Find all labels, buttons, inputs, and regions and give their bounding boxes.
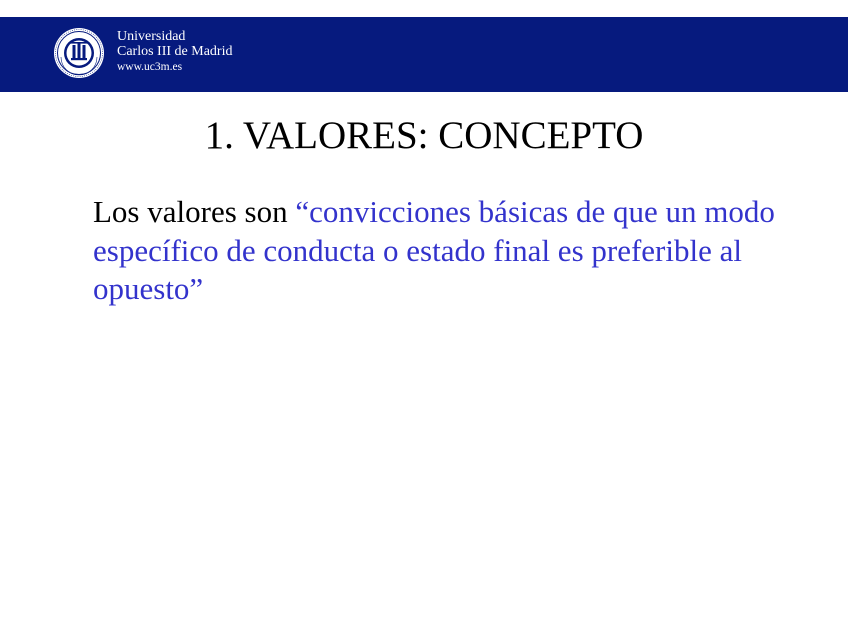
body-lead-text: Los valores son [93,194,296,229]
university-url: www.uc3m.es [117,61,183,73]
university-name-line-2: Carlos III de Madrid [117,44,233,59]
slide-body [93,193,793,309]
university-seal-icon [53,27,105,79]
definition-quote: “convicciones básicas de que un modo específico de conducta o estado final es preferible al opuesto” [93,194,775,306]
slide-title: 1. VALORES: CONCEPTO [204,114,644,157]
university-name-line-1: Universidad [117,29,186,44]
university-name [117,29,232,75]
header-banner [0,17,848,92]
